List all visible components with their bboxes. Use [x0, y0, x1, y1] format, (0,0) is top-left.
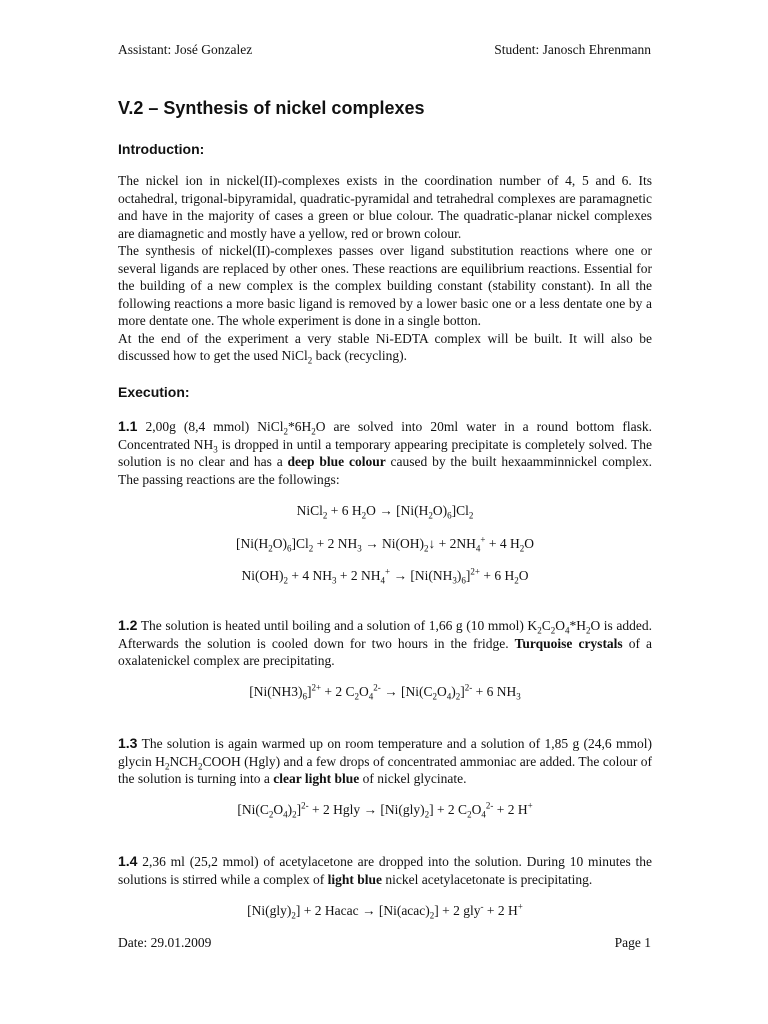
- step-number: 1.3: [118, 735, 138, 751]
- step-1-2-text: 1.2 The solution is heated until boiling and a solution of 1,66 g (10 mmol) $K_2C_2O_4*H_2O$ is added. Afterwards the solution is cooled down for two hours in the fridge. Turquoise crystals of a oxalatenickel complex are precipitating.: [118, 617, 652, 668]
- footer-date: Date: 29.01.2009: [118, 935, 212, 950]
- introduction-paragraph-2: The synthesis of nickel(II)-complexes passes over ligand substitution reactions where one or several ligands are replaced by other ones. These reactions are equilibrium reactions. Essential for the building of a new complex is the complex building constant (stability constant). In all the following reactions a more basic ligand is removed by a lower basic one or a less dentate one by a more dentate one. The whole experiment is done in a single botton.: [118, 243, 652, 328]
- step-1-1-text: 1.1 2,00g (8,4 mmol) $NiCl_2*6H_2O$ are solved into 20ml water in a round bottom flask. Concentrated $NH_3$ is dropped in until a temporary appearing precipitate is completely solved. The solution is no clear and has a deep blue colour caused by the built hexaamminnickel complex. The passing reactions are the followings:: [118, 418, 652, 487]
- execution-heading: Execution:: [118, 384, 190, 400]
- introduction-body: [118, 172, 652, 365]
- header-student: Student: Janosch Ehrenmann: [494, 42, 651, 57]
- header-assistant: Assistant: José Gonzalez: [118, 42, 253, 57]
- footer-page-number: Page 1: [614, 935, 651, 950]
- equation-5: $[Ni(C_2O_4)_2]^{2-} + 2$ Hgly → $[Ni(gly)_2] + 2$ $C_2O_4^{2-} + 2$ H+: [237, 800, 533, 820]
- introduction-paragraph-3: At the end of the experiment a very stable Ni-EDTA complex will be built. It will also be discussed how to get the used NiCl$_2$ back (recycling).: [118, 330, 652, 366]
- step-1-3-text: 1.3 The solution is again warmed up on room temperature and a solution of 1,85 g (24,6 mmol) glycin $H_2NCH_2COOH$ (Hgly) and a few drops of concentrated ammoniac are added. The colour of the solution is turning into a clear light blue of nickel glycinate.: [118, 735, 652, 786]
- introduction-heading: Introduction:: [118, 141, 205, 157]
- step-number: 1.2: [118, 617, 138, 633]
- step-1-4-text: 1.4 2,36 ml (25,2 mmol) of acetylacetone are dropped into the solution. During 10 minutes the solutions is stirred while a complex of light blue nickel acetylacetonate is precipitating.: [118, 853, 652, 887]
- equation-6: $[Ni(gly)_2] + 2$ Hacac → $[Ni(acac)_2] + 2$ gly- + 2 H+: [247, 901, 523, 921]
- step-number: 1.4: [118, 853, 138, 869]
- equation-3: $Ni(OH)_2 + 4$ $NH_3 + 2$ $NH_4^+ \to [Ni(NH_3)_6]^{2+} + 6$ $H_2O$: [241, 566, 529, 586]
- step-number: 1.1: [118, 418, 138, 434]
- equation-2: $[Ni(H_2O)_6]Cl_2 + 2$ $NH_3$ → $Ni(OH)_2↓ + 2NH_4^+ + 4$ $H_2O$: [236, 534, 534, 554]
- equation-1: NiCl$_2$ + 6 $H_2O \to [Ni(H_2O)_6]Cl_2$: [296, 503, 474, 521]
- introduction-paragraph-1: The nickel ion in nickel(II)-complexes exists in the coordination number of 4, 5 and 6. Its octahedral, trigonal-bipyramidal, quadratic-pyramidal and tetrahedral complexes are paramagnetic and have in the majority of cases a green or blue colour. The quadratic-planar nickel complexes are diamagnetic and mostly have a yellow, red or brown colour.: [118, 173, 652, 241]
- page-title: V.2 – Synthesis of nickel complexes: [118, 98, 425, 118]
- equation-4: $[Ni(NH3)_6]^{2+} + 2$ $C_2O_4^{2-} \to [Ni(C_2O_4)_2]^{2-} + 6$ $NH_3$: [249, 682, 521, 702]
